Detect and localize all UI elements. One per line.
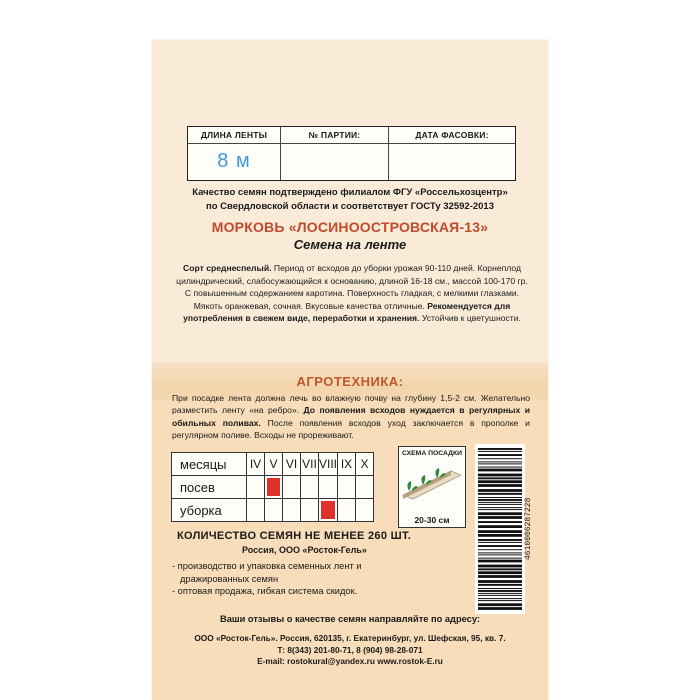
barcode-bar xyxy=(478,545,522,547)
calendar-cell xyxy=(338,499,356,522)
barcode-bar xyxy=(478,539,522,541)
calendar-cell xyxy=(247,476,265,499)
barcode-bar xyxy=(478,458,522,459)
barcode-bar xyxy=(478,595,522,596)
months-label: месяцы xyxy=(172,453,247,476)
barcode-bar xyxy=(478,568,522,570)
calendar-cell xyxy=(247,499,265,522)
calendar-cell xyxy=(283,499,301,522)
planting-scheme xyxy=(398,446,466,528)
agrotech-text xyxy=(172,392,530,441)
barcode-bar xyxy=(478,603,522,606)
calendar-cell xyxy=(265,476,283,499)
barcode-bar xyxy=(478,584,522,586)
barcode-bar xyxy=(478,575,522,578)
list-item: дражированных семян xyxy=(180,573,279,584)
certification-line: Качество семян подтверждено филиалом ФГУ «Россельхозцентр» xyxy=(192,187,508,198)
certification-line: по Свердловской области и соответствует ГОСТу 32592-2013 xyxy=(205,201,494,212)
sowing-calendar xyxy=(171,452,374,522)
calendar-cell xyxy=(319,499,338,522)
list-item: - производство и упаковка семенных лент и xyxy=(172,561,362,571)
phone-line: Т: 8(343) 201-80-71, 8 (904) 98-28-071 xyxy=(277,644,423,655)
barcode-bar xyxy=(478,516,522,519)
product-title: МОРКОВЬ «ЛОСИНООСТРОВСКАЯ-13» xyxy=(211,219,489,235)
contact-address xyxy=(152,633,548,668)
feedback-note: Ваши отзывы о качестве семян направляйте по адресу: xyxy=(219,614,480,624)
agro-bold: До появления всходов нуждается в регулярных и обильных поливах. xyxy=(172,405,530,428)
barcode-bar xyxy=(478,507,522,508)
barcode-bar xyxy=(478,480,522,483)
calendar-mark xyxy=(321,501,335,519)
calendar-cell xyxy=(319,476,338,499)
barcode-bar xyxy=(478,477,522,479)
list-item: - оптовая продажа, гибкая система скидок. xyxy=(172,586,358,596)
seed-quantity: КОЛИЧЕСТВО СЕМЯН НЕ МЕНЕЕ 260 ШТ. xyxy=(177,530,412,542)
seed-packet-back xyxy=(152,40,548,700)
barcode-bar xyxy=(478,509,522,510)
barcode-bar xyxy=(478,474,522,477)
calendar-cell xyxy=(338,476,356,499)
barcode-bar xyxy=(478,571,522,574)
barcode-bar xyxy=(478,502,522,503)
scheme-title: СХЕМА ПОСАДКИ xyxy=(401,450,463,457)
barcode-bar xyxy=(478,542,522,543)
barcode-bar xyxy=(478,560,522,563)
length-header: ДЛИНА ЛЕНТЫ xyxy=(188,127,281,144)
calendar-cell xyxy=(356,476,374,499)
barcode-bar xyxy=(478,499,522,501)
agro-text-start: При посадке лента должна лечь во влажную почву на глубину 1,5-2 см. Желательно разместить ленту «на ребро». xyxy=(172,393,530,416)
barcode-bar xyxy=(478,504,522,505)
packing-date-value xyxy=(389,144,515,180)
barcode-bar xyxy=(478,489,522,492)
barcode-bar xyxy=(478,512,522,515)
desc-text-end: Устойчив к цветушности. xyxy=(419,313,521,323)
month-cell: X xyxy=(356,453,374,476)
barcode-digits: 4610006287228 xyxy=(524,497,533,561)
desc-recommend: Рекомендуется для употребления в свежем виде, переработки и хранения. xyxy=(183,300,511,323)
batch-header: № ПАРТИИ: xyxy=(281,127,389,144)
scheme-spacing: 20-30 см xyxy=(414,515,450,525)
barcode-bar xyxy=(478,554,522,555)
month-cell: IX xyxy=(338,453,356,476)
barcode-bar xyxy=(478,534,522,537)
barcode-bar xyxy=(478,467,522,468)
month-cell: VIII xyxy=(319,453,338,476)
barcode-bar xyxy=(478,598,522,599)
desc-text: Период от всходов до уборки урожая 90-110 дней. Корнеплод цилиндрический, слабосужающийся к основанию, длиной 16-18 см., массой 100-170 гр. С повышенным содержанием каротина. Поверхность гладкая, с мелкими глазками. Мякоть оранжевая, сочная. Вкусовые качества отличные. xyxy=(176,263,528,311)
barcode-bar xyxy=(478,493,522,495)
month-cell: IV xyxy=(247,453,265,476)
barcode-bar xyxy=(478,521,522,523)
calendar-cell xyxy=(301,476,319,499)
planting-scheme-drawing xyxy=(399,457,465,505)
calendar-header-row xyxy=(172,453,374,476)
product-subtitle: Семена на ленте xyxy=(293,237,407,252)
barcode xyxy=(475,444,525,614)
month-cell: V xyxy=(265,453,283,476)
sowing-label: посев xyxy=(172,476,247,499)
batch-value xyxy=(281,144,389,180)
barcode-bar xyxy=(478,484,522,487)
packing-date-header: ДАТА ФАСОВКИ: xyxy=(389,127,515,144)
packet-info-table xyxy=(187,126,516,181)
harvest-label: уборка xyxy=(172,499,247,522)
calendar-cell xyxy=(301,499,319,522)
calendar-cell xyxy=(283,476,301,499)
calendar-row-harvest xyxy=(172,499,374,522)
barcode-bar xyxy=(478,530,522,533)
barcode-bar xyxy=(478,549,522,550)
barcode-bar xyxy=(478,565,522,568)
barcode-bar xyxy=(478,580,522,583)
agro-text-end: После появления всходов уход заключается в прополке и регулярном поливе. Всходы не прореживают. xyxy=(172,417,530,440)
calendar-cell xyxy=(356,499,374,522)
barcode-bar xyxy=(478,525,522,528)
company-name: Россия, ООО «Росток-Гель» xyxy=(242,545,367,555)
barcode-bar xyxy=(478,600,522,601)
barcode-bar xyxy=(478,590,522,592)
email-line: E-mail: rostokural@yandex.ru www.rostok-E.ru xyxy=(257,656,443,666)
length-value: 8 м xyxy=(188,144,281,180)
barcode-bar xyxy=(478,552,522,553)
barcode-bar xyxy=(478,497,522,498)
address-line: ООО «Росток-Гель». Россия, 620135, г. Екатеринбург, ул. Шефская, 95, кв. 7. xyxy=(194,633,506,643)
services-list xyxy=(172,560,432,598)
barcode-bar xyxy=(478,593,522,594)
barcode-bar xyxy=(478,448,522,450)
barcode-bar xyxy=(478,451,522,452)
barcode-bar xyxy=(478,461,522,462)
month-cell: VII xyxy=(301,453,319,476)
certification-text xyxy=(162,186,538,214)
barcode-bar xyxy=(478,463,522,464)
barcode-bar xyxy=(478,469,522,472)
barcode-bar xyxy=(478,558,522,559)
agrotech-title: АГРОТЕХНИКА: xyxy=(296,374,404,389)
barcode-bar xyxy=(478,454,522,456)
calendar-mark xyxy=(267,478,280,496)
barcode-bar xyxy=(478,588,522,589)
barcode-bar xyxy=(478,607,522,610)
month-cell: VI xyxy=(283,453,301,476)
variety-description xyxy=(174,262,530,325)
calendar-cell xyxy=(265,499,283,522)
desc-lead: Сорт среднеспелый. xyxy=(183,263,272,273)
calendar-row-sowing xyxy=(172,476,374,499)
